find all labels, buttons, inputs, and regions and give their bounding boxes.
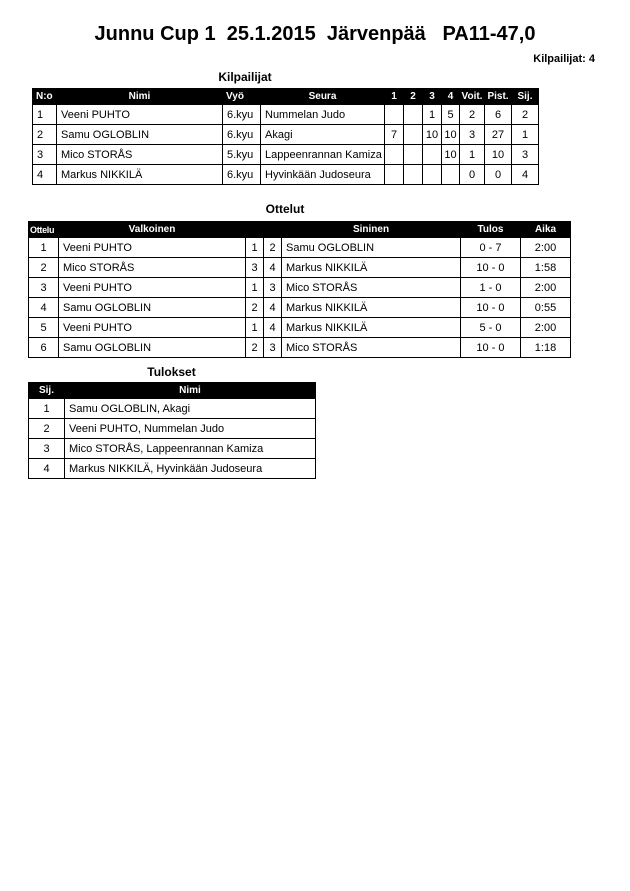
cell: 3 [264, 278, 282, 298]
cell: Veeni PUHTO, Nummelan Judo [65, 419, 316, 439]
cell: 6 [29, 338, 59, 358]
cell: 10 [485, 145, 512, 165]
table-row [29, 278, 571, 298]
column-header-opp3: 3 [423, 89, 442, 105]
table-row [29, 399, 316, 419]
cell: Markus NIKKILÄ [282, 258, 461, 278]
table-row [29, 258, 571, 278]
table-row [29, 318, 571, 338]
cell: Markus NIKKILÄ [57, 165, 223, 185]
cell: 2 [29, 258, 59, 278]
cell: 3 [264, 338, 282, 358]
column-header-opp2: 2 [404, 89, 423, 105]
cell: 1 [512, 125, 539, 145]
cell: 1 - 0 [461, 278, 521, 298]
cell [423, 165, 442, 185]
cell: 1 [246, 238, 264, 258]
cell: 0:55 [521, 298, 571, 318]
column-header-place: Sij. [512, 89, 539, 105]
cell: 2 [512, 105, 539, 125]
column-header-name: Nimi [57, 89, 223, 105]
cell: 4 [512, 165, 539, 185]
cell: Mico STORÅS [57, 145, 223, 165]
column-header-name: Nimi [65, 383, 316, 399]
cell: 5.kyu [223, 145, 261, 165]
column-header-opp4: 4 [442, 89, 460, 105]
matches-table [28, 221, 571, 358]
column-header-result: Tulos [461, 222, 521, 238]
column-header-opp1: 1 [385, 89, 404, 105]
column-header-wins: Voit. [460, 89, 485, 105]
cell: 27 [485, 125, 512, 145]
cell: Markus NIKKILÄ, Hyvinkään Judoseura [65, 459, 316, 479]
cell: Markus NIKKILÄ [282, 318, 461, 338]
cell: 4 [264, 298, 282, 318]
matches-header-row [29, 222, 571, 238]
cell: Veeni PUHTO [59, 318, 246, 338]
competitors-count: Kilpailijat: 4 [533, 53, 595, 65]
cell: 2 [246, 298, 264, 318]
cell: 2:00 [521, 238, 571, 258]
competitors-rows [33, 105, 539, 185]
results-rows [29, 399, 316, 479]
cell [404, 145, 423, 165]
cell [385, 165, 404, 185]
column-header-no: N:o [33, 89, 57, 105]
cell: Veeni PUHTO [57, 105, 223, 125]
cell [404, 165, 423, 185]
cell: 2 [33, 125, 57, 145]
cell: 1 [29, 399, 65, 419]
cell: 1 [423, 105, 442, 125]
cell: 2 [460, 105, 485, 125]
cell: 4 [33, 165, 57, 185]
column-header-club: Seura [261, 89, 385, 105]
table-row [29, 419, 316, 439]
table-row [33, 165, 539, 185]
cell: Lappeenrannan Kamiza [261, 145, 385, 165]
cell [423, 145, 442, 165]
cell: 6.kyu [223, 105, 261, 125]
table-row [33, 125, 539, 145]
cell: 1 [460, 145, 485, 165]
cell: 10 [442, 125, 460, 145]
cell [404, 125, 423, 145]
cell: 2 [246, 338, 264, 358]
cell: Markus NIKKILÄ [282, 298, 461, 318]
cell: 6.kyu [223, 125, 261, 145]
column-header-points: Pist. [485, 89, 512, 105]
cell: 5 [29, 318, 59, 338]
cell: Samu OGLOBLIN [59, 338, 246, 358]
cell: 2:00 [521, 318, 571, 338]
column-header-place: Sij. [29, 383, 65, 399]
table-row [29, 238, 571, 258]
cell: 4 [264, 318, 282, 338]
cell [385, 105, 404, 125]
cell [404, 105, 423, 125]
column-header-time: Aika [521, 222, 571, 238]
cell: 1:58 [521, 258, 571, 278]
cell: 3 [246, 258, 264, 278]
cell: 3 [33, 145, 57, 165]
page-title: Junnu Cup 1 25.1.2015 Järvenpää PA11-47,0 [94, 23, 536, 45]
cell: 3 [460, 125, 485, 145]
cell: 3 [512, 145, 539, 165]
cell [385, 145, 404, 165]
cell: 1 [246, 318, 264, 338]
competitors-heading: Kilpailijat [218, 70, 272, 84]
table-row [29, 459, 316, 479]
cell: 10 [442, 145, 460, 165]
results-heading: Tulokset [147, 365, 196, 379]
cell: 4 [29, 459, 65, 479]
table-row [29, 298, 571, 318]
cell: Samu OGLOBLIN [57, 125, 223, 145]
cell: Mico STORÅS, Lappeenrannan Kamiza [65, 439, 316, 459]
cell: 5 [442, 105, 460, 125]
competitors-header-row [33, 89, 539, 105]
cell: Samu OGLOBLIN [282, 238, 461, 258]
table-row [29, 439, 316, 459]
cell: 6.kyu [223, 165, 261, 185]
cell: Mico STORÅS [282, 338, 461, 358]
cell: Mico STORÅS [59, 258, 246, 278]
results-header-row [29, 383, 316, 399]
column-header-white: Valkoinen [59, 222, 246, 238]
cell: Samu OGLOBLIN [59, 298, 246, 318]
cell: 1 [29, 238, 59, 258]
cell: 2 [29, 419, 65, 439]
cell: 6 [485, 105, 512, 125]
cell: 2 [264, 238, 282, 258]
cell: Akagi [261, 125, 385, 145]
cell: 3 [29, 278, 59, 298]
column-header-match: Ottelu [29, 222, 59, 238]
cell: 0 - 7 [461, 238, 521, 258]
cell: Mico STORÅS [282, 278, 461, 298]
competitors-table [32, 88, 539, 185]
cell: 10 - 0 [461, 338, 521, 358]
cell: Veeni PUHTO [59, 238, 246, 258]
cell: Hyvinkään Judoseura [261, 165, 385, 185]
column-header-blue: Sininen [282, 222, 461, 238]
cell: 10 [423, 125, 442, 145]
cell: 3 [29, 439, 65, 459]
cell: Samu OGLOBLIN, Akagi [65, 399, 316, 419]
column-header-belt: Vyö [223, 89, 261, 105]
matches-rows [29, 238, 571, 358]
table-row [29, 338, 571, 358]
cell: 0 [460, 165, 485, 185]
cell: 2:00 [521, 278, 571, 298]
cell: 7 [385, 125, 404, 145]
cell: 1:18 [521, 338, 571, 358]
column-header-white-no [246, 222, 264, 238]
cell: 10 - 0 [461, 298, 521, 318]
column-header-blue-no [264, 222, 282, 238]
cell [442, 165, 460, 185]
matches-heading: Ottelut [265, 202, 305, 216]
cell: 1 [33, 105, 57, 125]
table-row [33, 145, 539, 165]
cell: 1 [246, 278, 264, 298]
cell: 0 [485, 165, 512, 185]
cell: Nummelan Judo [261, 105, 385, 125]
cell: 10 - 0 [461, 258, 521, 278]
cell: Veeni PUHTO [59, 278, 246, 298]
cell: 5 - 0 [461, 318, 521, 338]
table-row [33, 105, 539, 125]
cell: 4 [264, 258, 282, 278]
results-table [28, 382, 316, 479]
cell: 4 [29, 298, 59, 318]
